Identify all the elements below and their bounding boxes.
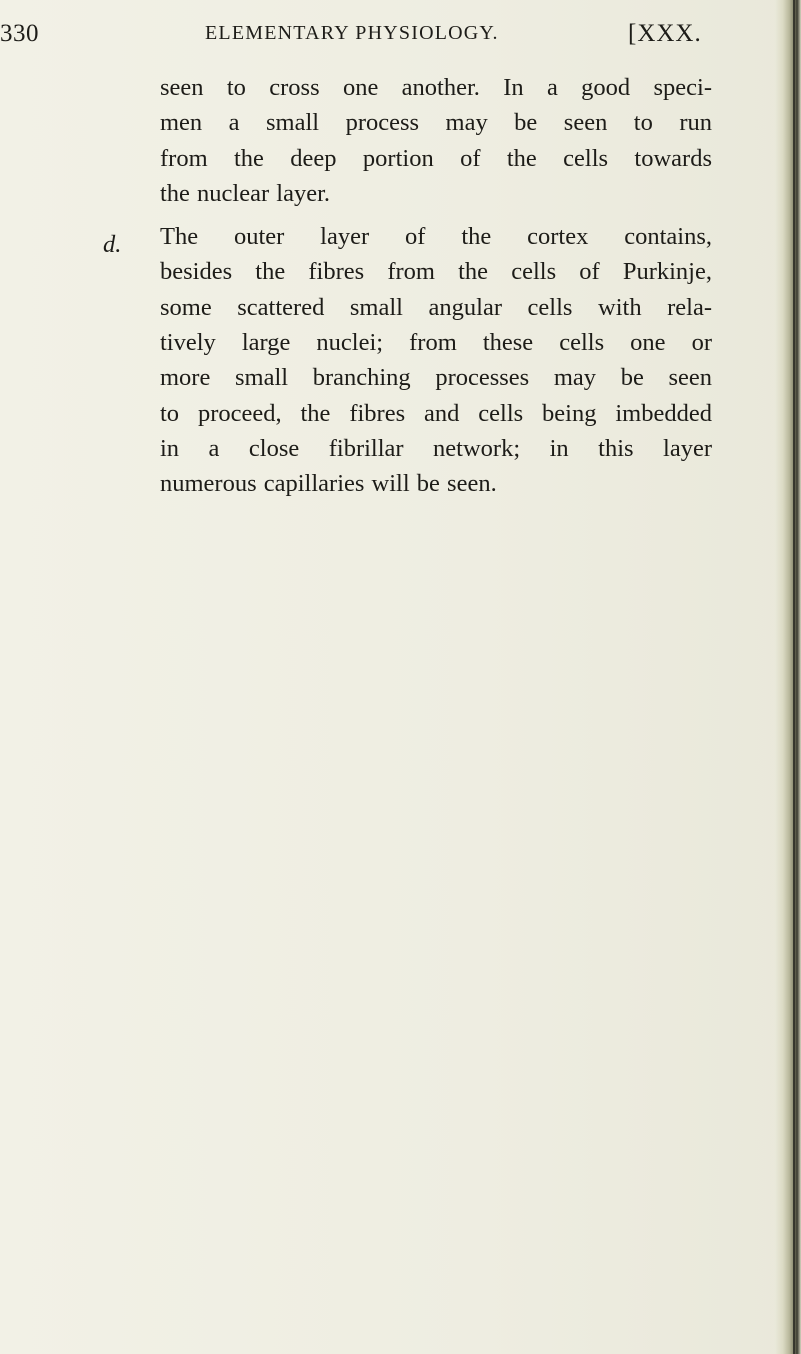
paragraph-1 — [160, 70, 712, 211]
body-text — [160, 70, 712, 502]
paragraph-label-d: d. — [103, 231, 122, 258]
text-line: men a small process may be seen to run — [160, 109, 712, 137]
text-line: The outer layer of the cortex contains, — [160, 223, 712, 251]
text-line: more small branching processes may be seen — [160, 364, 712, 392]
running-head-title: ELEMENTARY PHYSIOLOGY. — [205, 22, 499, 44]
text-line: tively large nuclei; from these cells one or — [160, 329, 712, 357]
text-line: the nuclear layer. — [160, 179, 331, 207]
text-line: numerous capillaries will be seen. — [160, 470, 497, 498]
text-line: to proceed, the fibres and cells being imbedded — [160, 399, 712, 427]
running-head — [0, 20, 801, 60]
text-line: some scattered small angular cells with rela- — [160, 293, 712, 321]
text-line: from the deep portion of the cells towards — [160, 144, 712, 172]
page-number: 330 — [0, 20, 39, 47]
book-edge-line — [793, 0, 795, 1354]
text-line: in a close fibrillar network; in this layer — [160, 434, 712, 462]
running-head-section: [XXX. — [628, 20, 702, 47]
book-edge-shadow — [775, 0, 801, 1354]
paragraph-2 — [160, 219, 712, 501]
text-line: seen to cross one another. In a good speci- — [160, 74, 712, 101]
text-line: besides the fibres from the cells of Purkinje, — [160, 258, 712, 286]
